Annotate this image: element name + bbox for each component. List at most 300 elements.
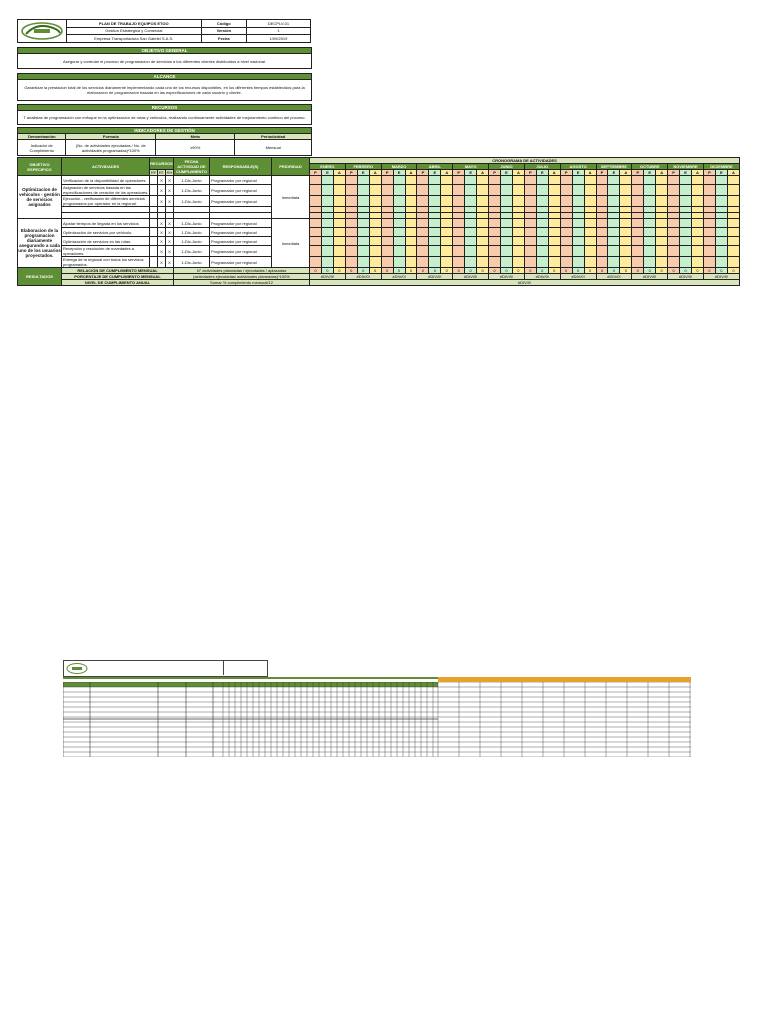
schedule-cell xyxy=(703,257,715,268)
schedule-cell xyxy=(381,219,393,228)
schedule-cell xyxy=(417,219,429,228)
schedule-cell xyxy=(501,246,513,257)
schedule-cell xyxy=(560,196,572,207)
schedule-cell xyxy=(357,219,369,228)
schedule-cell xyxy=(536,237,548,246)
schedule-cell xyxy=(727,246,739,257)
schedule-cell xyxy=(321,196,333,207)
actividad-cell: Entrega de la regional con todos los servicios programados. xyxy=(62,257,150,268)
schedule-cell xyxy=(310,185,322,196)
result-count: 0 xyxy=(477,268,489,274)
schedule-cell xyxy=(596,176,608,185)
rh-cell: X xyxy=(166,196,174,207)
result-percent: #DIV/0! xyxy=(489,274,525,280)
schedule-cell xyxy=(381,257,393,268)
schedule-cell xyxy=(680,219,692,228)
schedule-cell xyxy=(489,185,501,196)
schedule-cell xyxy=(310,246,322,257)
schedule-cell xyxy=(417,228,429,237)
schedule-cell xyxy=(333,185,345,196)
schedule-cell xyxy=(477,228,489,237)
schedule-cell xyxy=(381,176,393,185)
result-count: 0 xyxy=(680,268,692,274)
schedule-cell xyxy=(536,196,548,207)
schedule-cell xyxy=(369,228,381,237)
schedule-cell xyxy=(560,228,572,237)
responsable-cell: Programador por regional xyxy=(210,257,272,268)
schedule-cell xyxy=(668,246,680,257)
schedule-cell xyxy=(333,246,345,257)
schedule-cell xyxy=(656,196,668,207)
rt-cell: X xyxy=(158,219,166,228)
rf-cell xyxy=(150,185,158,196)
pea-header: P xyxy=(703,170,715,176)
schedule-cell xyxy=(501,257,513,268)
fecha-cell: 1-Dic-Junio xyxy=(174,196,210,207)
schedule-cell xyxy=(703,176,715,185)
schedule-cell xyxy=(429,237,441,246)
version-label: Versión xyxy=(201,27,246,35)
schedule-cell xyxy=(656,228,668,237)
month-header: JUNIO xyxy=(489,164,525,170)
schedule-cell xyxy=(692,257,704,268)
schedule-cell xyxy=(417,176,429,185)
schedule-cell xyxy=(501,196,513,207)
indicator-header: Meta xyxy=(156,134,235,140)
result-count: 0 xyxy=(644,268,656,274)
schedule-cell xyxy=(489,228,501,237)
recurso-sub-header: RT xyxy=(158,170,165,175)
result-count: 0 xyxy=(524,268,536,274)
schedule-cell xyxy=(656,237,668,246)
schedule-cell xyxy=(477,196,489,207)
schedule-cell xyxy=(644,219,656,228)
preview-grid xyxy=(63,682,691,757)
schedule-cell xyxy=(620,176,632,185)
schedule-cell xyxy=(680,196,692,207)
actividad-cell: Optimización de servicios por vehículo. xyxy=(62,228,150,237)
schedule-cell xyxy=(524,219,536,228)
schedule-cell xyxy=(453,228,465,237)
schedule-cell xyxy=(501,237,513,246)
resultados-label: RESULTADOS xyxy=(18,268,62,286)
schedule-cell xyxy=(393,185,405,196)
rf-cell xyxy=(150,176,158,185)
rt-cell: X xyxy=(158,246,166,257)
schedule-cell xyxy=(632,237,644,246)
schedule-cell xyxy=(429,246,441,257)
schedule-cell xyxy=(572,219,584,228)
responsable-cell: Programador por regional xyxy=(210,176,272,185)
schedule-cell xyxy=(680,257,692,268)
rf-cell xyxy=(150,196,158,207)
schedule-cell xyxy=(441,196,453,207)
schedule-cell xyxy=(524,246,536,257)
result-percent: #DIV/0! xyxy=(703,274,739,280)
pea-header: P xyxy=(560,170,572,176)
schedule-cell xyxy=(441,185,453,196)
schedule-cell xyxy=(512,257,524,268)
schedule-cell xyxy=(692,185,704,196)
schedule-cell xyxy=(417,185,429,196)
fecha-cell: 1-Dic-Junio xyxy=(174,176,210,185)
schedule-cell xyxy=(453,237,465,246)
pea-header: E xyxy=(501,170,513,176)
schedule-cell xyxy=(656,219,668,228)
month-header: ABRIL xyxy=(417,164,453,170)
schedule-cell xyxy=(715,237,727,246)
result-count: 0 xyxy=(429,268,441,274)
schedule-cell xyxy=(345,228,357,237)
schedule-cell xyxy=(656,246,668,257)
pea-header: E xyxy=(715,170,727,176)
result-row xyxy=(18,280,740,286)
schedule-cell xyxy=(608,219,620,228)
table-row xyxy=(18,219,740,228)
rt-cell: X xyxy=(158,237,166,246)
schedule-cell xyxy=(692,176,704,185)
schedule-cell xyxy=(441,257,453,268)
pea-header: E xyxy=(429,170,441,176)
header-cronograma: CRONOGRAMA DE ACTIVIDADES xyxy=(310,158,740,164)
result-count: 0 xyxy=(405,268,417,274)
schedule-cell xyxy=(405,246,417,257)
preview-header-right xyxy=(223,660,267,675)
company-name: Empresa Transportadora San Gabriel S.A.S. xyxy=(66,35,201,43)
recurso-sub-header: RH xyxy=(166,170,173,175)
schedule-cell xyxy=(489,219,501,228)
result-count: 0 xyxy=(596,268,608,274)
pea-header: A xyxy=(584,170,596,176)
responsable-cell: Programador por regional xyxy=(210,219,272,228)
pea-header: E xyxy=(465,170,477,176)
responsable-cell: Programador por regional xyxy=(210,196,272,207)
schedule-cell xyxy=(584,185,596,196)
result-count: 0 xyxy=(393,268,405,274)
alcance-title: ALCANCE xyxy=(17,73,312,80)
schedule-cell xyxy=(321,246,333,257)
schedule-cell xyxy=(501,219,513,228)
schedule-cell xyxy=(703,196,715,207)
schedule-cell xyxy=(620,237,632,246)
result-count: 0 xyxy=(369,268,381,274)
schedule-cell xyxy=(441,219,453,228)
schedule-cell xyxy=(333,176,345,185)
schedule-cell xyxy=(548,257,560,268)
schedule-cell xyxy=(584,246,596,257)
schedule-cell xyxy=(727,257,739,268)
area-name: Gestion Estrategica y Comercial xyxy=(66,27,201,35)
schedule-cell xyxy=(524,185,536,196)
schedule-cell xyxy=(512,237,524,246)
pea-header: P xyxy=(417,170,429,176)
table-row xyxy=(18,246,740,257)
rf-cell xyxy=(150,228,158,237)
schedule-cell xyxy=(548,219,560,228)
month-header: MARZO xyxy=(381,164,417,170)
schedule-cell xyxy=(584,228,596,237)
schedule-cell xyxy=(632,185,644,196)
indicadores-table xyxy=(17,133,312,156)
schedule-cell xyxy=(548,196,560,207)
schedule-cell xyxy=(465,228,477,237)
result-count: 0 xyxy=(465,268,477,274)
schedule-cell xyxy=(644,246,656,257)
pea-header: P xyxy=(310,170,322,176)
result-percent: #DIV/0! xyxy=(668,274,704,280)
schedule-cell xyxy=(477,257,489,268)
schedule-cell xyxy=(453,246,465,257)
schedule-cell xyxy=(489,257,501,268)
schedule-cell xyxy=(512,196,524,207)
schedule-cell xyxy=(369,237,381,246)
company-logo xyxy=(18,20,67,43)
version-value: 1 xyxy=(246,27,310,35)
schedule-cell xyxy=(620,196,632,207)
schedule-cell xyxy=(668,176,680,185)
schedule-cell xyxy=(477,219,489,228)
schedule-cell xyxy=(572,185,584,196)
month-header: MAYO xyxy=(453,164,489,170)
schedule-cell xyxy=(393,176,405,185)
indicator-header: Denominación xyxy=(18,134,66,140)
table-row xyxy=(18,237,740,246)
schedule-cell xyxy=(620,257,632,268)
schedule-cell xyxy=(441,237,453,246)
schedule-cell xyxy=(680,246,692,257)
schedule-cell xyxy=(644,237,656,246)
schedule-cell xyxy=(417,246,429,257)
schedule-cell xyxy=(512,219,524,228)
schedule-cell xyxy=(381,185,393,196)
schedule-cell xyxy=(393,237,405,246)
rf-cell xyxy=(150,219,158,228)
schedule-cell xyxy=(429,176,441,185)
schedule-cell xyxy=(668,185,680,196)
schedule-cell xyxy=(715,176,727,185)
schedule-cell xyxy=(477,237,489,246)
result-percent: #DIV/0! xyxy=(560,274,596,280)
schedule-cell xyxy=(405,185,417,196)
schedule-cell xyxy=(632,257,644,268)
schedule-cell xyxy=(548,228,560,237)
schedule-cell xyxy=(477,246,489,257)
schedule-cell xyxy=(680,228,692,237)
schedule-cell xyxy=(357,257,369,268)
pea-header: P xyxy=(632,170,644,176)
schedule-cell xyxy=(405,219,417,228)
schedule-cell xyxy=(465,237,477,246)
schedule-cell xyxy=(536,219,548,228)
pea-header: P xyxy=(596,170,608,176)
plan-title: PLAN DE TRABAJO EQUIPOS ETOO xyxy=(66,20,201,28)
indicator-period: Mensual xyxy=(235,140,312,156)
schedule-cell xyxy=(465,176,477,185)
result-count: 0 xyxy=(727,268,739,274)
schedule-cell xyxy=(584,219,596,228)
rh-cell: X xyxy=(166,219,174,228)
result-count: 0 xyxy=(357,268,369,274)
schedule-cell xyxy=(465,196,477,207)
schedule-cell xyxy=(512,246,524,257)
schedule-cell xyxy=(692,246,704,257)
result-label: RELACIÓN DE CUMPLIMIENTO MENSUAL xyxy=(62,268,174,274)
pea-header: E xyxy=(536,170,548,176)
schedule-cell xyxy=(465,219,477,228)
schedule-cell xyxy=(715,196,727,207)
schedule-cell xyxy=(656,257,668,268)
schedule-cell xyxy=(656,176,668,185)
alcance-text: Garantizar la prestacion total de los servicios diariamente implementando cada uno de los recursos disponibles, en los diferentes tiempos establecidos para la elaboracion de programacion basada en las especificaciones de cada usuario y cliente. xyxy=(17,79,312,101)
schedule-cell xyxy=(310,257,322,268)
pea-header: E xyxy=(357,170,369,176)
table-row xyxy=(18,257,740,268)
pea-header: P xyxy=(524,170,536,176)
rf-cell xyxy=(150,237,158,246)
schedule-cell xyxy=(596,196,608,207)
schedule-cell xyxy=(357,237,369,246)
schedule-cell xyxy=(381,196,393,207)
indicator-header: Periodicidad xyxy=(235,134,312,140)
prioridad-cell: Inmediata xyxy=(272,219,310,268)
table-row xyxy=(18,228,740,237)
result-count: 0 xyxy=(441,268,453,274)
schedule-cell xyxy=(596,185,608,196)
schedule-cell xyxy=(608,237,620,246)
actividad-cell: Verificacion de la disponibilidad de operadores xyxy=(62,176,150,185)
rt-cell: X xyxy=(158,257,166,268)
schedule-cell xyxy=(393,257,405,268)
schedule-cell xyxy=(453,176,465,185)
schedule-cell xyxy=(536,246,548,257)
schedule-cell xyxy=(345,196,357,207)
result-count: 0 xyxy=(608,268,620,274)
schedule-cell xyxy=(548,246,560,257)
schedule-cell xyxy=(321,237,333,246)
result-count: 0 xyxy=(620,268,632,274)
schedule-cell xyxy=(417,257,429,268)
pea-header: E xyxy=(608,170,620,176)
pea-header: P xyxy=(381,170,393,176)
fecha-cell: 1-Dic-Junio xyxy=(174,237,210,246)
recursos-title: RECURSOS xyxy=(17,104,312,111)
pea-header: A xyxy=(512,170,524,176)
schedule-cell xyxy=(465,246,477,257)
header-fecha: FECHA ACTIVIDAD DE CUMPLIMIENTO xyxy=(174,158,210,176)
result-percent: #DIV/0! xyxy=(310,274,346,280)
rt-cell: X xyxy=(158,176,166,185)
month-header: DICIEMBRE xyxy=(703,164,739,170)
schedule-cell xyxy=(715,228,727,237)
schedule-cell xyxy=(501,228,513,237)
schedule-cell xyxy=(703,185,715,196)
code-value: DECPLV-01 xyxy=(246,20,310,28)
preview-grid-lines xyxy=(63,682,691,757)
schedule-cell xyxy=(668,228,680,237)
pea-header: A xyxy=(656,170,668,176)
actividad-cell: Ejecución - verificación de diferentes servicios programados por operador en la regional. xyxy=(62,196,150,207)
code-label: Código xyxy=(201,20,246,28)
schedule-cell xyxy=(465,185,477,196)
schedule-cell xyxy=(668,196,680,207)
schedule-cell xyxy=(572,237,584,246)
schedule-cell xyxy=(465,257,477,268)
schedule-cell xyxy=(572,257,584,268)
date-value: 1/09/2019 xyxy=(246,35,310,43)
schedule-cell xyxy=(596,257,608,268)
schedule-cell xyxy=(632,196,644,207)
rh-cell: X xyxy=(166,246,174,257)
schedule-cell xyxy=(417,196,429,207)
schedule-cell xyxy=(501,176,513,185)
result-count: 0 xyxy=(656,268,668,274)
schedule-cell xyxy=(608,176,620,185)
schedule-cell xyxy=(333,228,345,237)
fecha-cell: 1-Dic-Junio xyxy=(174,219,210,228)
schedule-cell xyxy=(489,246,501,257)
schedule-cell xyxy=(453,185,465,196)
schedule-cell xyxy=(417,237,429,246)
result-count: 0 xyxy=(453,268,465,274)
result-count: 0 xyxy=(632,268,644,274)
schedule-cell xyxy=(560,237,572,246)
month-header: ENERO xyxy=(310,164,346,170)
schedule-cell xyxy=(680,176,692,185)
schedule-cell xyxy=(393,196,405,207)
schedule-cell xyxy=(369,176,381,185)
pea-header: A xyxy=(548,170,560,176)
pea-header: A xyxy=(692,170,704,176)
schedule-cell xyxy=(333,257,345,268)
month-header: OCTUBRE xyxy=(632,164,668,170)
schedule-cell xyxy=(727,237,739,246)
fecha-cell: 1-Dic-Junio xyxy=(174,257,210,268)
result-percent: #DIV/0! xyxy=(417,274,453,280)
schedule-cell xyxy=(644,257,656,268)
pea-header: E xyxy=(572,170,584,176)
pea-header: E xyxy=(393,170,405,176)
schedule-cell xyxy=(692,196,704,207)
schedule-cell xyxy=(680,237,692,246)
header-actividades: ACTIVIDADES xyxy=(62,158,150,176)
result-formula: Sumar % cumplimiento mensual/12 xyxy=(174,280,310,286)
indicator-header: Formula xyxy=(66,134,156,140)
schedule-cell xyxy=(310,196,322,207)
fecha-cell: 1-Dic-Junio xyxy=(174,246,210,257)
result-percent: #DIV/0! xyxy=(632,274,668,280)
schedule-cell xyxy=(608,228,620,237)
schedule-cell xyxy=(584,196,596,207)
schedule-cell xyxy=(644,196,656,207)
rf-cell xyxy=(150,257,158,268)
schedule-cell xyxy=(321,228,333,237)
schedule-cell xyxy=(572,228,584,237)
schedule-cell xyxy=(632,176,644,185)
schedule-cell xyxy=(405,257,417,268)
schedule-cell xyxy=(333,196,345,207)
schedule-cell xyxy=(536,185,548,196)
header-responsable: RESPONSABLE(S) xyxy=(210,158,272,176)
schedule-cell xyxy=(369,185,381,196)
result-percent: #DIV/0! xyxy=(596,274,632,280)
schedule-cell xyxy=(321,257,333,268)
responsable-cell: Programador por regional xyxy=(210,228,272,237)
schedule-cell xyxy=(357,176,369,185)
result-count: 0 xyxy=(715,268,727,274)
schedule-cell xyxy=(703,228,715,237)
schedule-cell xyxy=(668,237,680,246)
result-percent: #DIV/0! xyxy=(453,274,489,280)
